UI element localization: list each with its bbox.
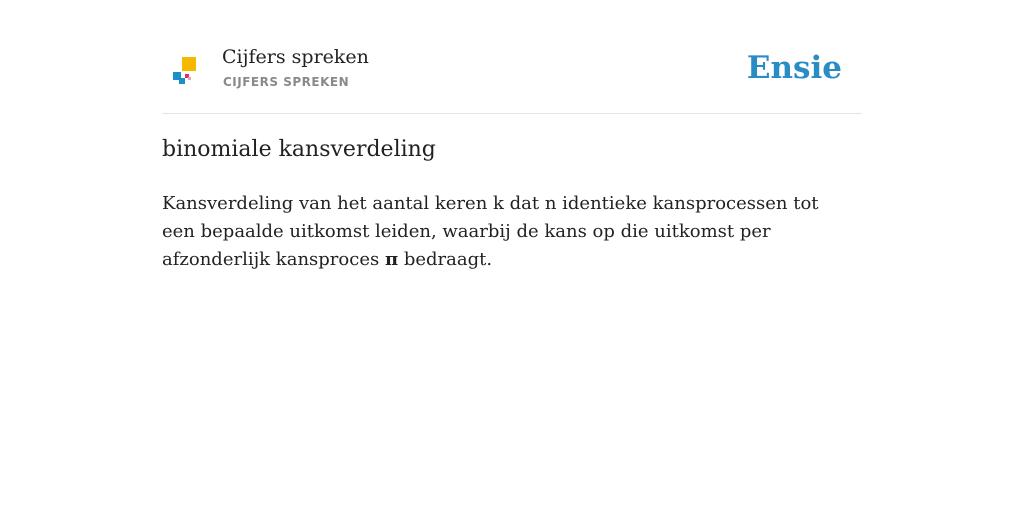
ensie-logo[interactable]: Ensie — [746, 50, 842, 86]
definition-text-end: bedraagt. — [398, 249, 493, 270]
logo-square-small-blue — [179, 78, 185, 84]
logo-square-yellow — [182, 57, 196, 71]
definition-text-start: Kansverdeling van het aantal keren k dat n identieke kansprocessen tot een bepaalde uitkomst leiden, waarbij de kans op die uitkomst per afzonderlijk kansproces — [162, 193, 819, 270]
logo-square-light-pink — [188, 77, 191, 80]
entry-term: binomiale kansverdeling — [162, 137, 436, 162]
cijfers-spreken-logo-icon[interactable] — [173, 57, 193, 87]
site-title[interactable]: Cijfers spreken — [222, 46, 369, 68]
entry-definition — [162, 190, 832, 274]
header — [162, 40, 862, 114]
pi-symbol: π — [384, 249, 399, 270]
site-subtitle: CIJFERS SPREKEN — [223, 75, 350, 89]
